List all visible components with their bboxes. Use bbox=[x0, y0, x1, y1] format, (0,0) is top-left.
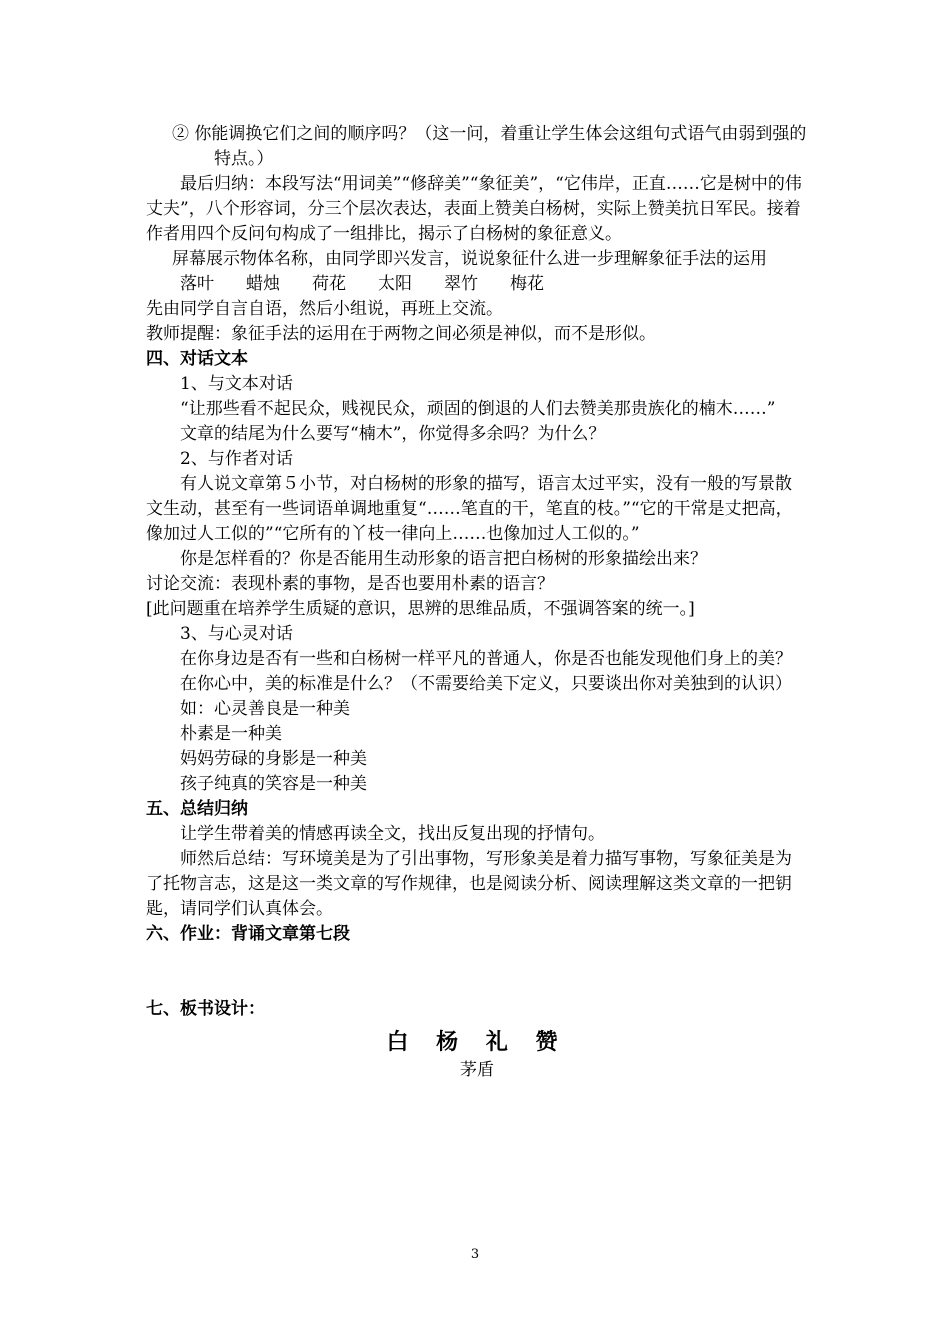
object-word-list bbox=[146, 272, 808, 297]
self-talk-paragraph: 先由同学自言自语，然后小组说，再班上交流。 bbox=[146, 299, 503, 319]
question-paragraph: 文章的结尾为什么要写“楠木”，你觉得多余吗？为什么？ bbox=[180, 424, 606, 444]
beauty-standard-paragraph: 在你心中，美的标准是什么？（不需要给美下定义，只要谈出你对美独到的认识） bbox=[180, 674, 792, 694]
subheading-text-dialogue: 1、与文本对话 bbox=[180, 374, 293, 394]
word-item: 翠竹 bbox=[444, 274, 478, 294]
subheading-author-dialogue: 2、与作者对话 bbox=[180, 449, 293, 469]
example-line: 如：心灵善良是一种美 bbox=[180, 699, 350, 719]
quote-paragraph: “让那些看不起民众，贱视民众，顽固的倒退的人们去赞美那贵族化的楠木……” bbox=[180, 399, 776, 419]
word-item: 太阳 bbox=[378, 274, 412, 294]
reread-paragraph: 让学生带着美的情感再读全文，找出反复出现的抒情句。 bbox=[180, 824, 605, 844]
question-paragraph: 你是怎样看的？你是否能用生动形象的语言把白杨树的形象描绘出来？ bbox=[180, 549, 707, 569]
page-number: 3 bbox=[470, 1247, 480, 1262]
summary-paragraph: 最后归纳：本段写法“用词美”“修辞美”“象征美”，“它伟岸，正直……它是树中的伟丈夫”，八个形容词，分三个层次表达，表面上赞美白杨树，实际上赞美抗日军民。接着作者用四个反问句构成了一组排比，揭示了白杨树的象征意义。 bbox=[146, 174, 802, 244]
reflection-paragraph: 在你身边是否有一些和白杨树一样平凡的普通人，你是否也能发现他们身上的美？ bbox=[180, 649, 792, 669]
criticism-paragraph: 有人说文章第５小节，对白杨树的形象的描写，语言太过平实，没有一般的写景散文生动，甚至有一些词语单调地重复“……笔直的干，笔直的枝。”“它的干常是丈把高，像加过人工似的”“它所有的丫枝一律向上……也像加过人工似的。” bbox=[146, 474, 793, 544]
subheading-heart-dialogue: 3、与心灵对话 bbox=[180, 624, 293, 644]
screen-display-paragraph: 屏幕展示物体名称，由同学即兴发言，说说象征什么进一步理解象征手法的运用 bbox=[172, 249, 767, 269]
board-title: 白 杨 礼 赞 bbox=[386, 1029, 568, 1055]
section-heading-6: 六、作业：背诵文章第七段 bbox=[146, 924, 350, 944]
word-item: 落叶 bbox=[180, 274, 214, 294]
conclusion-paragraph: 师然后总结：写环境美是为了引出事物，写形象美是着力描写事物，写象征美是为了托物言志，这是这一类文章的写作规律，也是阅读分析、阅读理解这类文章的一把钥匙，请同学们认真体会。 bbox=[146, 849, 792, 919]
word-item: 荷花 bbox=[312, 274, 346, 294]
word-item: 蜡烛 bbox=[246, 274, 280, 294]
spacer bbox=[146, 947, 808, 997]
board-author: 茅盾 bbox=[460, 1060, 494, 1080]
section-heading-7: 七、板书设计： bbox=[146, 999, 265, 1019]
document-body bbox=[146, 122, 808, 1083]
example-line: 孩子纯真的笑容是一种美 bbox=[180, 774, 367, 794]
example-line: 朴素是一种美 bbox=[180, 724, 282, 744]
word-item: 梅花 bbox=[510, 274, 544, 294]
note-paragraph: [此问题重在培养学生质疑的意识，思辨的思维品质，不强调答案的统一。] bbox=[146, 599, 695, 619]
question-2: ② 你能调换它们之间的顺序吗？（这一问，着重让学生体会这组句式语气由弱到强的特点。） bbox=[172, 124, 807, 169]
discussion-paragraph: 讨论交流：表现朴素的事物，是否也要用朴素的语言？ bbox=[146, 574, 554, 594]
teacher-reminder: 教师提醒：象征手法的运用在于两物之间必须是神似，而不是形似。 bbox=[146, 324, 656, 344]
section-heading-5: 五、总结归纳 bbox=[146, 799, 248, 819]
example-line: 妈妈劳碌的身影是一种美 bbox=[180, 749, 367, 769]
section-heading-4: 四、对话文本 bbox=[146, 349, 248, 369]
